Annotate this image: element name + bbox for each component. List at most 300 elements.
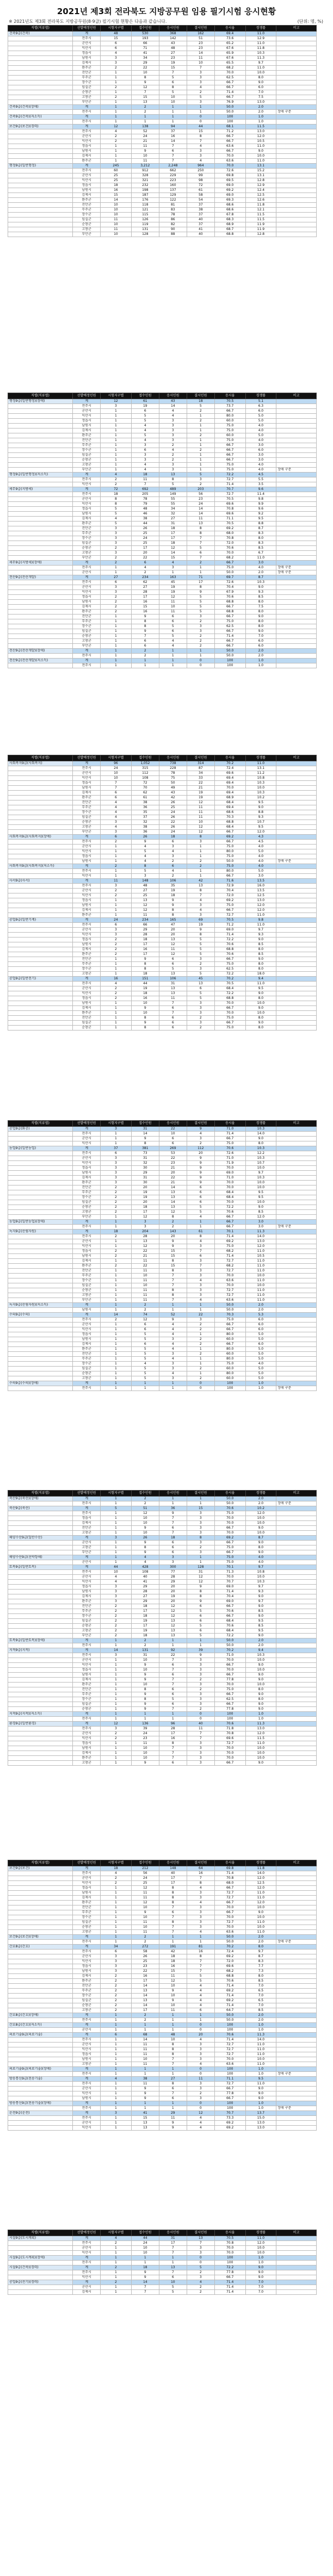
table-cell: 7 (159, 1930, 187, 1935)
table-cell: 69.2 (214, 526, 245, 531)
table-cell: 10.3 (245, 580, 276, 585)
table-cell: 1 (101, 1371, 132, 1376)
table-cell (276, 1930, 317, 1935)
table-cell: 2 (101, 2265, 132, 2270)
table-cell: 6.0 (245, 85, 276, 90)
table-cell (276, 835, 317, 840)
column-header: 선발예정인원 (73, 2230, 101, 2236)
table-cell: 장수군 (73, 536, 101, 541)
table-cell: 5.0 (245, 1352, 276, 1357)
table-row (8, 1663, 317, 1668)
table-cell: 2 (187, 1367, 214, 1371)
table-cell: 71.2 (214, 923, 245, 928)
table-row (8, 1323, 317, 1327)
table-cell: 108 (131, 776, 159, 781)
table-cell: 8 (159, 1901, 187, 1905)
table-cell: 전주시 (73, 1570, 101, 1575)
table-cell (276, 1210, 317, 1215)
table-cell: 군산시 (73, 1575, 101, 1580)
table-cell: 6 (187, 1619, 214, 1624)
table-cell: 5 (187, 1974, 214, 1979)
table-cell: 계 (73, 1935, 101, 1940)
table-cell: 58 (187, 193, 214, 198)
table-cell: 전주시 (73, 110, 101, 115)
table-cell: 1 (187, 1220, 214, 1225)
table-cell: 48 (131, 507, 159, 512)
table-cell: 4 (187, 898, 214, 903)
table-cell: 50.0 (214, 1497, 245, 1501)
table-cell (8, 1318, 73, 1323)
table-cell: 11.0 (245, 1293, 276, 1298)
table-cell (276, 918, 317, 923)
table-cell (8, 947, 73, 952)
table-cell: 6 (101, 791, 132, 796)
table-cell (8, 546, 73, 551)
column-header: 응시인원 (159, 1491, 187, 1497)
table-cell (276, 492, 317, 497)
table-cell: 2 (187, 1342, 214, 1347)
table-cell (8, 2043, 73, 2047)
table-cell: 18 (131, 1634, 159, 1638)
table-cell (276, 1195, 317, 1200)
table-cell: 17 (131, 942, 159, 947)
table-cell: 26 (131, 1954, 159, 1959)
table-cell: 17 (159, 1881, 187, 1886)
table-cell: 37 (187, 203, 214, 208)
table-cell: 11 (131, 477, 159, 482)
table-cell (8, 884, 73, 889)
table-cell: 2 (159, 443, 187, 448)
table-cell: 순창군 (73, 1205, 101, 1210)
table-cell: 69.2 (214, 1954, 245, 1959)
table-cell: 2 (101, 864, 132, 869)
table-cell (276, 1565, 317, 1570)
table-cell: 9 (187, 1171, 214, 1176)
table-row (8, 830, 317, 835)
table-cell: 2 (101, 546, 132, 551)
table-cell (8, 110, 73, 115)
table-row (8, 1342, 317, 1347)
table-cell (8, 1634, 73, 1638)
table-cell: 7 (101, 781, 132, 786)
table-cell: 68.4 (214, 1195, 245, 1200)
table-cell: 완주군 (73, 1979, 101, 1984)
table-cell: 26 (159, 825, 187, 830)
table-cell: 1 (187, 1935, 214, 1940)
column-header: 접수인원 (131, 2230, 159, 2236)
table-cell: 12.0 (245, 1215, 276, 1220)
table-cell: 63.6 (214, 2062, 245, 2067)
table-cell: 9.0 (245, 1663, 276, 1668)
table-cell: 10.0 (245, 1751, 276, 1756)
table-row (8, 859, 317, 864)
table-cell: 2 (101, 561, 132, 566)
table-cell (276, 115, 317, 120)
table-cell (8, 585, 73, 590)
table-cell: 70.6 (214, 595, 245, 600)
table-cell: 72.4 (214, 766, 245, 771)
table-cell: 진안군 (73, 800, 101, 805)
table-row (8, 893, 317, 898)
table-cell: 269 (159, 1146, 187, 1151)
table-row (8, 1653, 317, 1658)
table-cell: 1 (101, 1555, 132, 1560)
table-cell: 계 (73, 649, 101, 654)
table-cell (276, 105, 317, 110)
table-cell (8, 36, 73, 41)
table-cell (8, 1347, 73, 1352)
table-cell: 전주시 (73, 884, 101, 889)
table-cell (8, 1026, 73, 1031)
table-cell: 22 (131, 1249, 159, 1254)
table-cell: 24 (187, 502, 214, 507)
table-cell: 전주시 (73, 766, 101, 771)
table-cell: 5 (101, 507, 132, 512)
table-cell: 5 (159, 90, 187, 95)
table-cell: 1 (101, 1697, 132, 1702)
table-cell: 4.3 (245, 835, 276, 840)
table-cell: 70.7 (214, 487, 245, 492)
table-cell: 9.0 (245, 2091, 276, 2096)
table-cell: 9 (131, 1006, 159, 1011)
table-cell: 1 (187, 649, 214, 654)
table-cell: 2 (187, 1687, 214, 1692)
table-cell: 1 (101, 1761, 132, 1766)
table-cell: 10 (131, 154, 159, 159)
table-cell (8, 938, 73, 942)
table-cell: 1 (101, 100, 132, 105)
table-cell (8, 654, 73, 659)
table-row (8, 815, 317, 820)
table-row (8, 938, 317, 942)
column-header: 직렬(직류별) (8, 1491, 73, 1497)
table-cell: 3 (101, 1727, 132, 1731)
table-cell: 1 (187, 854, 214, 859)
table-cell: 3 (101, 820, 132, 825)
table-cell: 완주군 (73, 66, 101, 71)
table-cell: 9 (131, 629, 159, 634)
table-cell (276, 1521, 317, 1526)
table-cell: 고창군 (73, 227, 101, 232)
table-cell: 10 (101, 213, 132, 218)
table-cell: 4.5 (245, 840, 276, 845)
table-cell (8, 600, 73, 605)
table-cell: 정읍시 (73, 2052, 101, 2057)
table-cell (8, 1920, 73, 1925)
table-cell: 남원시 (73, 1171, 101, 1176)
table-cell: 4 (187, 85, 214, 90)
table-cell: 32 (159, 512, 187, 517)
table-cell: 66.7 (214, 80, 245, 85)
table-cell: 41 (187, 227, 214, 232)
table-row (8, 663, 317, 668)
table-cell: 9.7 (245, 1585, 276, 1590)
table-cell (8, 1323, 73, 1327)
table-cell: 18 (159, 1959, 187, 1964)
table-cell: 장애 구분 (276, 2072, 317, 2077)
table-cell: 고창군 (73, 2008, 101, 2013)
table-row (8, 1511, 317, 1516)
table-cell: 62 (131, 580, 159, 585)
table-cell (276, 1722, 317, 1727)
table-cell: 25 (131, 1881, 159, 1886)
table-cell: 14 (101, 198, 132, 203)
table-cell: 12 (159, 1979, 187, 1984)
table-cell: 1 (187, 869, 214, 874)
table-cell: 1 (101, 1678, 132, 1683)
table-cell: 고창군 (73, 463, 101, 468)
column-header: 직렬(직류별) (8, 1860, 73, 1866)
table-cell: 8.7 (245, 526, 276, 531)
table-cell: 6 (131, 409, 159, 414)
table-cell: 1 (101, 1643, 132, 1648)
table-cell (8, 1541, 73, 1545)
table-subtotal-row (8, 1303, 317, 1308)
table-cell: 4 (101, 982, 132, 986)
table-cell: 2 (101, 986, 132, 991)
table-cell: 71.9 (214, 1161, 245, 1166)
table-cell: 군산시 (73, 771, 101, 776)
table-cell: 7 (131, 634, 159, 639)
table-cell: 2 (187, 962, 214, 967)
table-cell: 임실군 (73, 629, 101, 634)
table-cell: 1 (101, 154, 132, 159)
table-cell: 72.7 (214, 2052, 245, 2057)
table-cell: 77.8 (214, 1678, 245, 1683)
table-cell (276, 1171, 317, 1176)
table-cell: 70.6 (214, 546, 245, 551)
table-cell (276, 923, 317, 928)
table-cell: 16 (131, 610, 159, 614)
table-cell: 1 (101, 570, 132, 575)
table-cell (8, 1959, 73, 1964)
table-cell (276, 2077, 317, 2082)
table-cell: 5 (131, 1347, 159, 1352)
table-cell: 1 (187, 463, 214, 468)
table-cell: 3 (131, 453, 159, 458)
table-cell: 2 (187, 1337, 214, 1342)
table-cell: 고창군 (73, 1629, 101, 1634)
table-cell: 남원시 (73, 149, 101, 154)
table-cell: 10.3 (245, 791, 276, 796)
table-cell (276, 526, 317, 531)
table-cell: 16.0 (245, 884, 276, 889)
table-cell: 정읍시 (73, 781, 101, 786)
table-subtotal-row (8, 1381, 317, 1386)
table-cell: 2 (187, 619, 214, 624)
table-cell: 10.0 (245, 1905, 276, 1910)
table-cell: 진안군 (73, 526, 101, 531)
table-cell: 9.0 (245, 2270, 276, 2275)
table-row (8, 962, 317, 967)
table-cell: 익산시 (73, 1580, 101, 1585)
table-cell: 48 (101, 32, 132, 36)
table-cell: 5 (187, 595, 214, 600)
table-cell: 18 (101, 183, 132, 188)
table-row (8, 1362, 317, 1367)
table-cell: 13.0 (245, 1239, 276, 1244)
table-cell (8, 531, 73, 536)
table-cell: 78 (159, 213, 187, 218)
table-cell: 7 (159, 1278, 187, 1283)
table-cell: 1 (101, 2121, 132, 2126)
table-cell: 남원시 (73, 859, 101, 864)
table-cell: 1 (131, 120, 159, 125)
table-row (8, 1619, 317, 1624)
table-row (8, 928, 317, 933)
table-cell: 8.3 (245, 531, 276, 536)
table-cell: 8.0 (245, 1697, 276, 1702)
table-cell: 1 (131, 2256, 159, 2261)
table-cell: 18 (159, 1954, 187, 1959)
table-cell: 10.3 (245, 1127, 276, 1132)
table-cell (276, 448, 317, 453)
table-cell: 12 (159, 1614, 187, 1619)
table-cell: 4.0 (245, 854, 276, 859)
table-cell: 100 (214, 1717, 245, 1722)
table-cell: 75.0 (214, 429, 245, 433)
table-cell: 8 (159, 908, 187, 913)
table-cell: 무주군 (73, 1989, 101, 1994)
table-cell: 3 (187, 1896, 214, 1901)
table-cell: 1 (101, 2285, 132, 2290)
table-cell (276, 1717, 317, 1722)
table-cell: 2 (187, 1352, 214, 1357)
table-cell: 8 (159, 1259, 187, 1264)
column-header: 직렬(직류별) (8, 393, 73, 399)
table-cell: 68.8 (214, 232, 245, 237)
table-cell: 9.0 (245, 614, 276, 619)
table-cell: 2 (101, 605, 132, 610)
table-row (8, 1171, 317, 1176)
table-cell: 42 (159, 796, 187, 800)
table-cell: 김제시 (73, 1259, 101, 1264)
table-cell (8, 169, 73, 173)
table-cell: 1.0 (245, 120, 276, 125)
table-cell: 3 (187, 1550, 214, 1555)
table-cell: 10.3 (245, 1176, 276, 1181)
table-cell: 70.7 (214, 2111, 245, 2116)
table-cell: 2 (131, 2013, 159, 2018)
table-cell: 전주시 (73, 2270, 101, 2275)
table-cell: 시설9급(건축)(경력) (8, 2265, 73, 2270)
table-cell: 3 (187, 1920, 214, 1925)
table-cell: 계 (73, 1313, 101, 1318)
table-cell: 15 (187, 129, 214, 134)
table-cell (276, 1166, 317, 1171)
table-cell: 5 (187, 610, 214, 614)
column-header: 응시율 (214, 2230, 245, 2236)
table-cell (276, 761, 317, 766)
table-cell: 3 (131, 1220, 159, 1225)
table-cell: 2 (187, 1707, 214, 1712)
table-cell: 5 (187, 2265, 214, 2270)
table-row (8, 429, 317, 433)
table-cell: 16 (131, 1974, 159, 1979)
table-cell: 5 (101, 522, 132, 526)
table-cell: 3 (187, 1910, 214, 1915)
column-header: 결시인원 (187, 393, 214, 399)
table-cell: 10.0 (245, 1283, 276, 1288)
table-cell (276, 443, 317, 448)
table-row (8, 1687, 317, 1692)
table-cell: 2 (101, 1614, 132, 1619)
column-header: 시험지구별 (101, 1491, 132, 1497)
table-cell: 4 (101, 129, 132, 134)
table-cell: 4.0 (245, 864, 276, 869)
table-cell: 1 (159, 110, 187, 115)
table-cell: 7 (159, 1925, 187, 1930)
table-cell (8, 845, 73, 849)
table-cell: 1 (159, 1381, 187, 1386)
table-cell: 9.9 (245, 502, 276, 507)
table-cell: 38 (187, 208, 214, 213)
column-header: 결시인원 (187, 1860, 214, 1866)
table-cell (276, 659, 317, 663)
table-cell: 2 (131, 1638, 159, 1643)
table-row (8, 1205, 317, 1210)
table-cell: 69.4 (214, 791, 245, 796)
table-cell: 농업9급(일반농업) (8, 1146, 73, 1151)
table-cell: 3 (101, 590, 132, 595)
table-cell (276, 928, 317, 933)
table-cell: 328 (131, 173, 159, 178)
table-cell: 50.0 (214, 110, 245, 115)
table-cell: 3 (101, 1166, 132, 1171)
table-cell: 3 (187, 1021, 214, 1026)
table-cell: 4 (159, 869, 187, 874)
table-cell (8, 1521, 73, 1526)
table-cell: 건축9급(건축)(장애) (8, 105, 73, 110)
table-row (8, 218, 317, 222)
table-cell (8, 898, 73, 903)
table-row (8, 595, 317, 600)
table-cell (276, 2018, 317, 2023)
table-cell (8, 1575, 73, 1580)
table-cell: 1.0 (245, 2067, 276, 2072)
table-cell: 2.0 (245, 570, 276, 575)
table-cell: 7 (159, 1283, 187, 1288)
table-cell: 남원시 (73, 188, 101, 193)
table-cell: 계 (73, 487, 101, 492)
table-subtotal-row (8, 1146, 317, 1151)
table-cell: 11.0 (245, 2043, 276, 2047)
table-row (8, 198, 317, 203)
table-cell: 계 (73, 32, 101, 36)
table-cell: 2.0 (245, 1303, 276, 1308)
table-cell: 4 (131, 854, 159, 859)
table-cell: 9 (187, 1585, 214, 1590)
table-cell: 1 (159, 1717, 187, 1722)
table-cell: 79 (131, 502, 159, 507)
table-cell (276, 805, 317, 810)
table-cell (8, 2275, 73, 2280)
table-cell (276, 1200, 317, 1205)
table-cell: 14.0 (245, 1871, 276, 1876)
table-cell: 1 (131, 2101, 159, 2106)
table-cell (8, 2121, 73, 2126)
table-cell: 61 (187, 1230, 214, 1234)
table-cell: 1 (101, 1303, 132, 1308)
table-cell: 1 (101, 1278, 132, 1283)
table-cell: 8.5 (245, 942, 276, 947)
table-cell: 4 (159, 1327, 187, 1332)
table-cell: 10.8 (245, 1570, 276, 1575)
table-cell: 10 (131, 1751, 159, 1756)
table-cell (8, 2251, 73, 2256)
page-title: 2021년 제3회 전라북도 지방공무원 임용 필기시험 응시현황 (57, 7, 276, 16)
table-cell: 70.0 (214, 2057, 245, 2062)
